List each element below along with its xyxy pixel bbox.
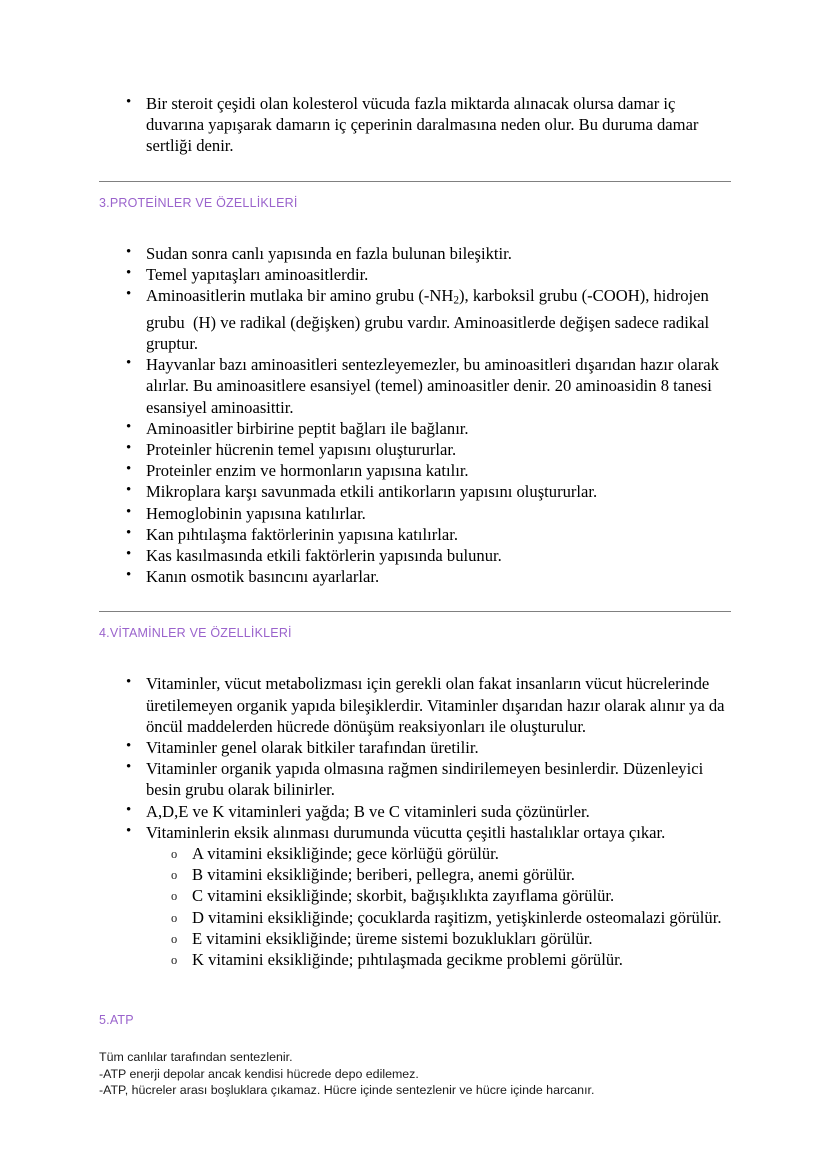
- list-item: o A vitamini eksikliğinde; gece körlüğü görülür.: [99, 843, 731, 864]
- vitaminler-deficiency-sublist: [99, 843, 731, 970]
- spacer: [99, 612, 731, 626]
- atp-line: Tüm canlılar tarafından sentezlenir.: [99, 1050, 293, 1065]
- spacer: [99, 182, 731, 196]
- section-heading-vitaminler: 4.VİTAMİNLER VE ÖZELLİKLERİ: [99, 626, 292, 641]
- list-item: • Proteinler enzim ve hormonların yapısına katılır.: [99, 460, 731, 481]
- spacer: [99, 587, 731, 611]
- spacer: [99, 640, 731, 673]
- vitaminler-bullet-list: [99, 673, 731, 843]
- list-item: o D vitamini eksikliğinde; çocuklarda raşitizm, yetişkinlerde osteomalazi görülür.: [99, 907, 731, 928]
- section-heading-proteinler: 3.PROTEİNLER VE ÖZELLİKLERİ: [99, 195, 298, 210]
- intro-bullet-list: [99, 93, 731, 157]
- list-item: • Vitaminler, vücut metabolizması için gerekli olan fakat insanların vücut hücrelerinde üretilemeyen organik yapıda bileşiklerdir. Vitaminler dışarıdan hazır olarak alınır ya da öncül maddelerden hücrede dönüşüm reaksiyonları ile oluşturulur.: [99, 673, 731, 737]
- list-item: • Sudan sonra canlı yapısında en fazla bulunan bileşiktir.: [99, 243, 731, 264]
- list-item: • Kan pıhtılaşma faktörlerinin yapısına katılırlar.: [99, 524, 731, 545]
- atp-paragraph-block: [99, 1049, 731, 1099]
- list-item: • Mikroplara karşı savunmada etkili antikorların yapısını oluştururlar.: [99, 481, 731, 502]
- list-item: • Proteinler hücrenin temel yapısını oluştururlar.: [99, 439, 731, 460]
- list-item: • Vitaminler genel olarak bitkiler tarafından üretilir.: [99, 737, 731, 758]
- atp-line: -ATP enerji depolar ancak kendisi hücrede depo edilemez.: [99, 1066, 419, 1081]
- list-item: o K vitamini eksikliğinde; pıhtılaşmada gecikme problemi görülür.: [99, 949, 731, 970]
- atp-line: -ATP, hücreler arası boşluklara çıkamaz. Hücre içinde sentezlenir ve hücre içinde harcanır.: [99, 1083, 595, 1098]
- spacer: [99, 210, 731, 243]
- document-body: [99, 0, 731, 1099]
- list-item: o B vitamini eksikliğinde; beriberi, pellegra, anemi görülür.: [99, 864, 731, 885]
- list-item: • A,D,E ve K vitaminleri yağda; B ve C vitaminleri suda çözünürler.: [99, 801, 731, 822]
- list-item: • Bir steroit çeşidi olan kolesterol vücuda fazla miktarda alınacak olursa damar iç duvarına yapışarak damarın iç çeperinin daralmasına neden olur. Bu duruma damar sertliği denir.: [99, 93, 731, 157]
- list-item: • Aminoasitler birbirine peptit bağları ile bağlanır.: [99, 418, 731, 439]
- list-item: o E vitamini eksikliğinde; üreme sistemi bozuklukları görülür.: [99, 928, 731, 949]
- spacer: [99, 157, 731, 181]
- list-item: • Kas kasılmasında etkili faktörlerin yapısında bulunur.: [99, 545, 731, 566]
- list-item: • Vitaminler organik yapıda olmasına rağmen sindirilemeyen besinlerdir. Düzenleyici besin grubu olarak bilinirler.: [99, 758, 731, 800]
- list-item: • Temel yapıtaşları aminoasitlerdir.: [99, 264, 731, 285]
- list-item: o C vitamini eksikliğinde; skorbit, bağışıklıkta zayıflama görülür.: [99, 885, 731, 906]
- list-item: • Hayvanlar bazı aminoasitleri sentezleyemezler, bu aminoasitleri dışarıdan hazır olarak alırlar. Bu aminoasitlere esansiyel (temel) aminoasitler denir. 20 aminoasidin 8 tanesi esansiyel aminoasittir.: [99, 354, 731, 418]
- list-item: • Vitaminlerin eksik alınması durumunda vücutta çeşitli hastalıklar ortaya çıkar.: [99, 822, 731, 843]
- list-item: • Hemoglobinin yapısına katılırlar.: [99, 503, 731, 524]
- spacer: [99, 1027, 731, 1049]
- spacer: [99, 970, 731, 1013]
- section-heading-atp: 5.ATP: [99, 1013, 134, 1028]
- list-item: • Aminoasitlerin mutlaka bir amino grubu $(-NH_2)$, karboksil grubu (-COOH), hidrojen grubu (H) ve radikal (değişken) grubu vardır. Aminoasitlerde değişen sadece radikal gruptur.: [99, 285, 731, 354]
- top-margin-spacer: [99, 0, 731, 93]
- proteinler-bullet-list: [99, 243, 731, 588]
- list-item: • Kanın osmotik basıncını ayarlarlar.: [99, 566, 731, 587]
